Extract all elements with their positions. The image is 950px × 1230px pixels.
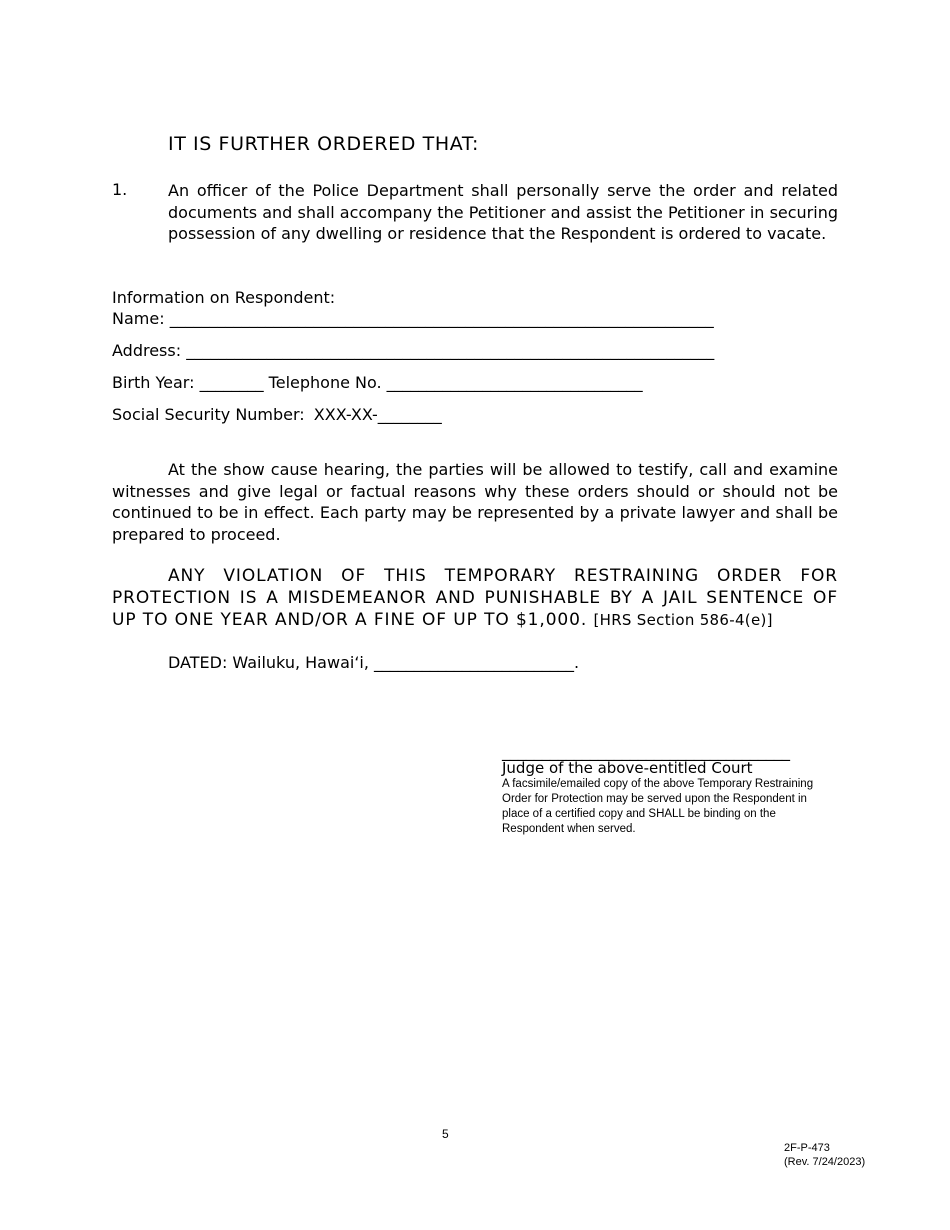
dated-line — [168, 653, 579, 672]
facsimile-note: A facsimile/emailed copy of the above Temporary Restraining Order for Protection may be served upon the Respondent in place of a certified copy and SHALL be binding on the Respondent when served. — [502, 778, 814, 835]
address-label: Address: — [112, 341, 182, 360]
respondent-name-field — [112, 309, 714, 328]
name-label: Name: — [112, 309, 165, 328]
respondent-birth-phone-field — [112, 373, 643, 392]
ssn-value: XXX-XX-________ — [313, 405, 442, 424]
name-blank: ____________________________________________________________________ — [169, 309, 714, 328]
telephone-blank: ________________________________ — [386, 373, 643, 392]
telephone-label: Telephone No. — [268, 373, 382, 392]
warning-text: ANY VIOLATION OF THIS TEMPORARY RESTRAINING ORDER FOR PROTECTION IS A MISDEMEANOR AND PUNISHABLE BY A JAIL SENTENCE OF UP TO ONE YEAR AND/OR A FINE OF UP TO $1,000. — [112, 566, 838, 630]
birth-year-label: Birth Year: — [112, 373, 195, 392]
signature-line: ____________________________________ — [502, 742, 790, 761]
violation-warning — [112, 565, 838, 631]
dated-label: DATED: Wailuku, Hawai‘i, — [168, 653, 369, 672]
item-1-text: An officer of the Police Department shall personally serve the order and related documents and shall accompany the Petitioner and assist the Petitioner in securing possession of any dwelling or residence that the Respondent is ordered to vacate. — [168, 181, 838, 243]
address-blank: __________________________________________________________________ — [186, 341, 715, 360]
respondent-ssn-field — [112, 405, 442, 424]
judge-label: Judge of the above-entitled Court — [502, 759, 753, 777]
warning-citation: [HRS Section 586-4(e)] — [593, 611, 773, 629]
section-heading: IT IS FURTHER ORDERED THAT: — [168, 133, 479, 155]
form-number: 2F-P-473 — [784, 1142, 830, 1154]
respondent-info-label: Information on Respondent: — [112, 288, 336, 307]
form-code — [784, 1141, 865, 1169]
dated-blank: _________________________. — [374, 653, 580, 672]
hearing-paragraph: At the show cause hearing, the parties will be allowed to testify, call and examine witnesses and give legal or factual reasons why these orders should or should not be continued to be in effect. Each party may be represented by a private lawyer and shall be prepared to proceed. — [112, 460, 838, 544]
form-revision: (Rev. 7/24/2023) — [784, 1156, 866, 1168]
birth-year-blank: ________ — [199, 373, 264, 392]
item-1-number: 1. — [112, 180, 128, 199]
respondent-address-field — [112, 341, 714, 360]
ssn-label: Social Security Number: — [112, 405, 305, 424]
page-number: 5 — [442, 1127, 449, 1141]
